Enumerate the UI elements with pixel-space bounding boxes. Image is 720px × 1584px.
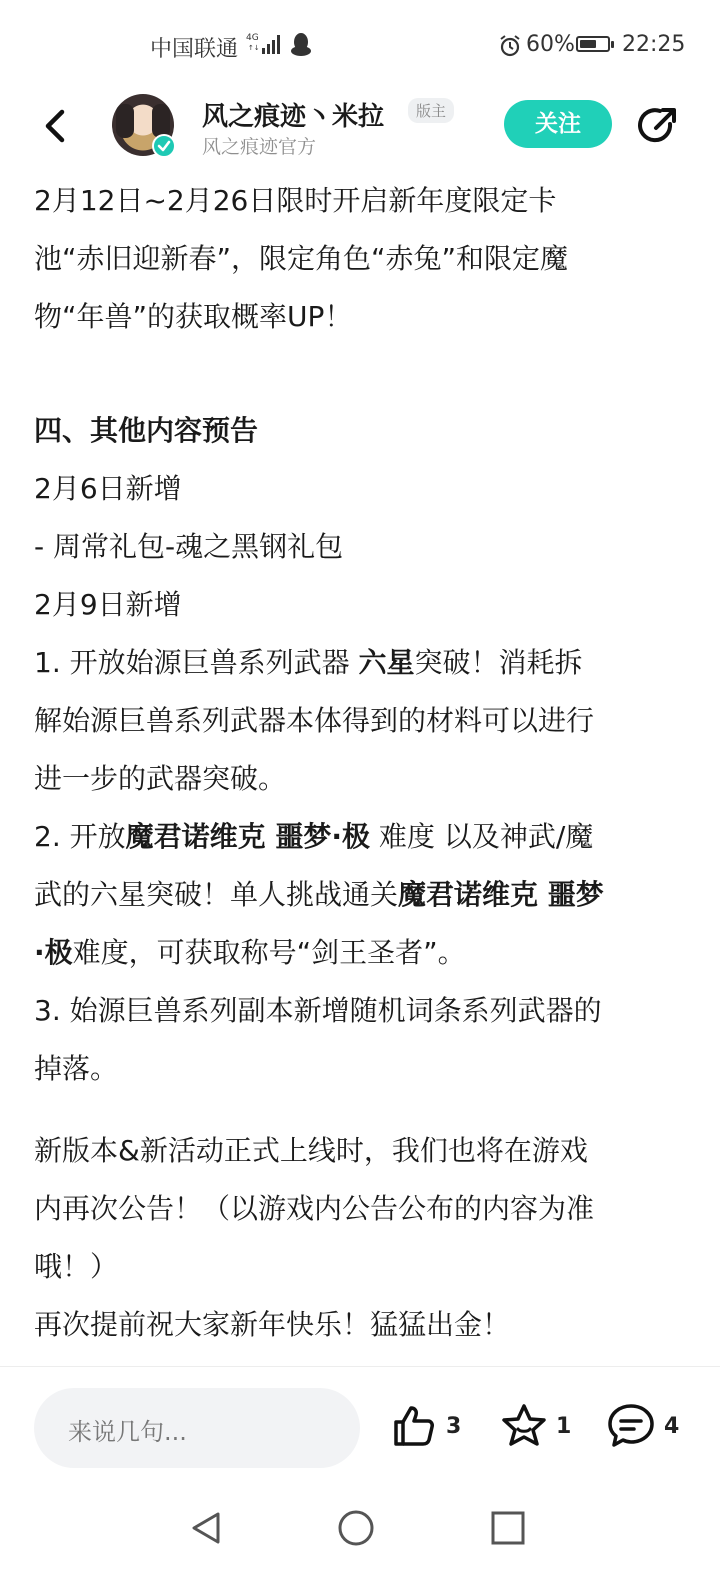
- nav-recents-icon[interactable]: [488, 1508, 528, 1552]
- favorite-count: 1: [556, 1414, 572, 1439]
- list-item-continued: 进一步的武器突破。: [34, 762, 287, 795]
- list-item-continued: 解始源巨兽系列武器本体得到的材料可以进行: [34, 704, 595, 737]
- comment-button[interactable]: [606, 1402, 686, 1450]
- paragraph-line: 池“赤旧迎新春”，限定角色“赤兔”和限定魔: [34, 242, 569, 275]
- back-button[interactable]: [36, 106, 76, 146]
- system-nav-bar: [0, 1490, 720, 1584]
- signal-icon: [246, 30, 286, 60]
- date-heading: 2月6日新增: [34, 472, 182, 505]
- comment-count: 4: [664, 1414, 680, 1439]
- share-icon[interactable]: [636, 104, 680, 148]
- paragraph-line: 2月12日~2月26日限时开启新年度限定卡: [34, 184, 557, 217]
- svg-text:4G: 4G: [246, 33, 259, 43]
- list-item: 2. 开放魔君诺维克 噩梦·极 难度 以及神武/魔: [34, 820, 594, 853]
- paragraph-line: 哦！）: [34, 1250, 119, 1283]
- paragraph-line: 内再次公告！（以游戏内公告公布的内容为准: [34, 1192, 595, 1225]
- list-item: - 周常礼包-魂之黑钢礼包: [34, 530, 344, 563]
- author-name[interactable]: 风之痕迹丶米拉: [202, 102, 385, 132]
- like-button[interactable]: [390, 1402, 470, 1450]
- like-count: 3: [446, 1414, 462, 1439]
- comment-input[interactable]: [34, 1388, 360, 1468]
- paragraph-line: 物“年兽”的获取概率UP！: [34, 300, 353, 333]
- paragraph-line: 再次提前祝大家新年快乐！猛猛出金！: [34, 1308, 511, 1341]
- list-item: 3. 始源巨兽系列副本新增随机词条系列武器的: [34, 994, 602, 1027]
- comment-bubble-icon: [606, 1402, 656, 1450]
- status-bar: [0, 0, 720, 92]
- nav-home-icon[interactable]: [336, 1508, 376, 1552]
- clock: 22:25: [622, 32, 686, 57]
- post-header: [0, 92, 720, 166]
- paragraph-line: 新版本&新活动正式上线时，我们也将在游戏: [34, 1134, 588, 1167]
- star-icon: [500, 1402, 548, 1450]
- post-body: [34, 172, 684, 1354]
- list-item-continued: 掉落。: [34, 1052, 119, 1085]
- list-item-continued: ·极难度，可获取称号“剑王圣者”。: [34, 936, 466, 969]
- qq-notification-icon: [290, 32, 312, 62]
- list-item: 1. 开放始源巨兽系列武器 六星突破！消耗拆: [34, 646, 583, 679]
- moderator-badge: 版主: [408, 98, 454, 123]
- nav-back-icon[interactable]: [186, 1508, 226, 1552]
- comment-placeholder: 来说几句...: [68, 1418, 187, 1446]
- battery-percent: 60%: [526, 32, 575, 57]
- date-heading: 2月9日新增: [34, 588, 182, 621]
- svg-text:↑↓: ↑↓: [248, 44, 260, 52]
- action-bar: [0, 1366, 720, 1490]
- section-heading: 四、其他内容预告: [34, 414, 259, 447]
- thumbs-up-icon: [390, 1402, 438, 1450]
- author-subtitle: 风之痕迹官方: [202, 136, 317, 158]
- follow-button[interactable]: 关注: [504, 100, 612, 148]
- favorite-button[interactable]: [500, 1402, 580, 1450]
- list-item-continued: 武的六星突破！单人挑战通关魔君诺维克 噩梦: [34, 878, 604, 911]
- alarm-icon: [498, 34, 522, 62]
- battery-icon: [576, 36, 610, 52]
- carrier-label: 中国联通: [150, 37, 239, 62]
- verified-icon: [152, 134, 176, 158]
